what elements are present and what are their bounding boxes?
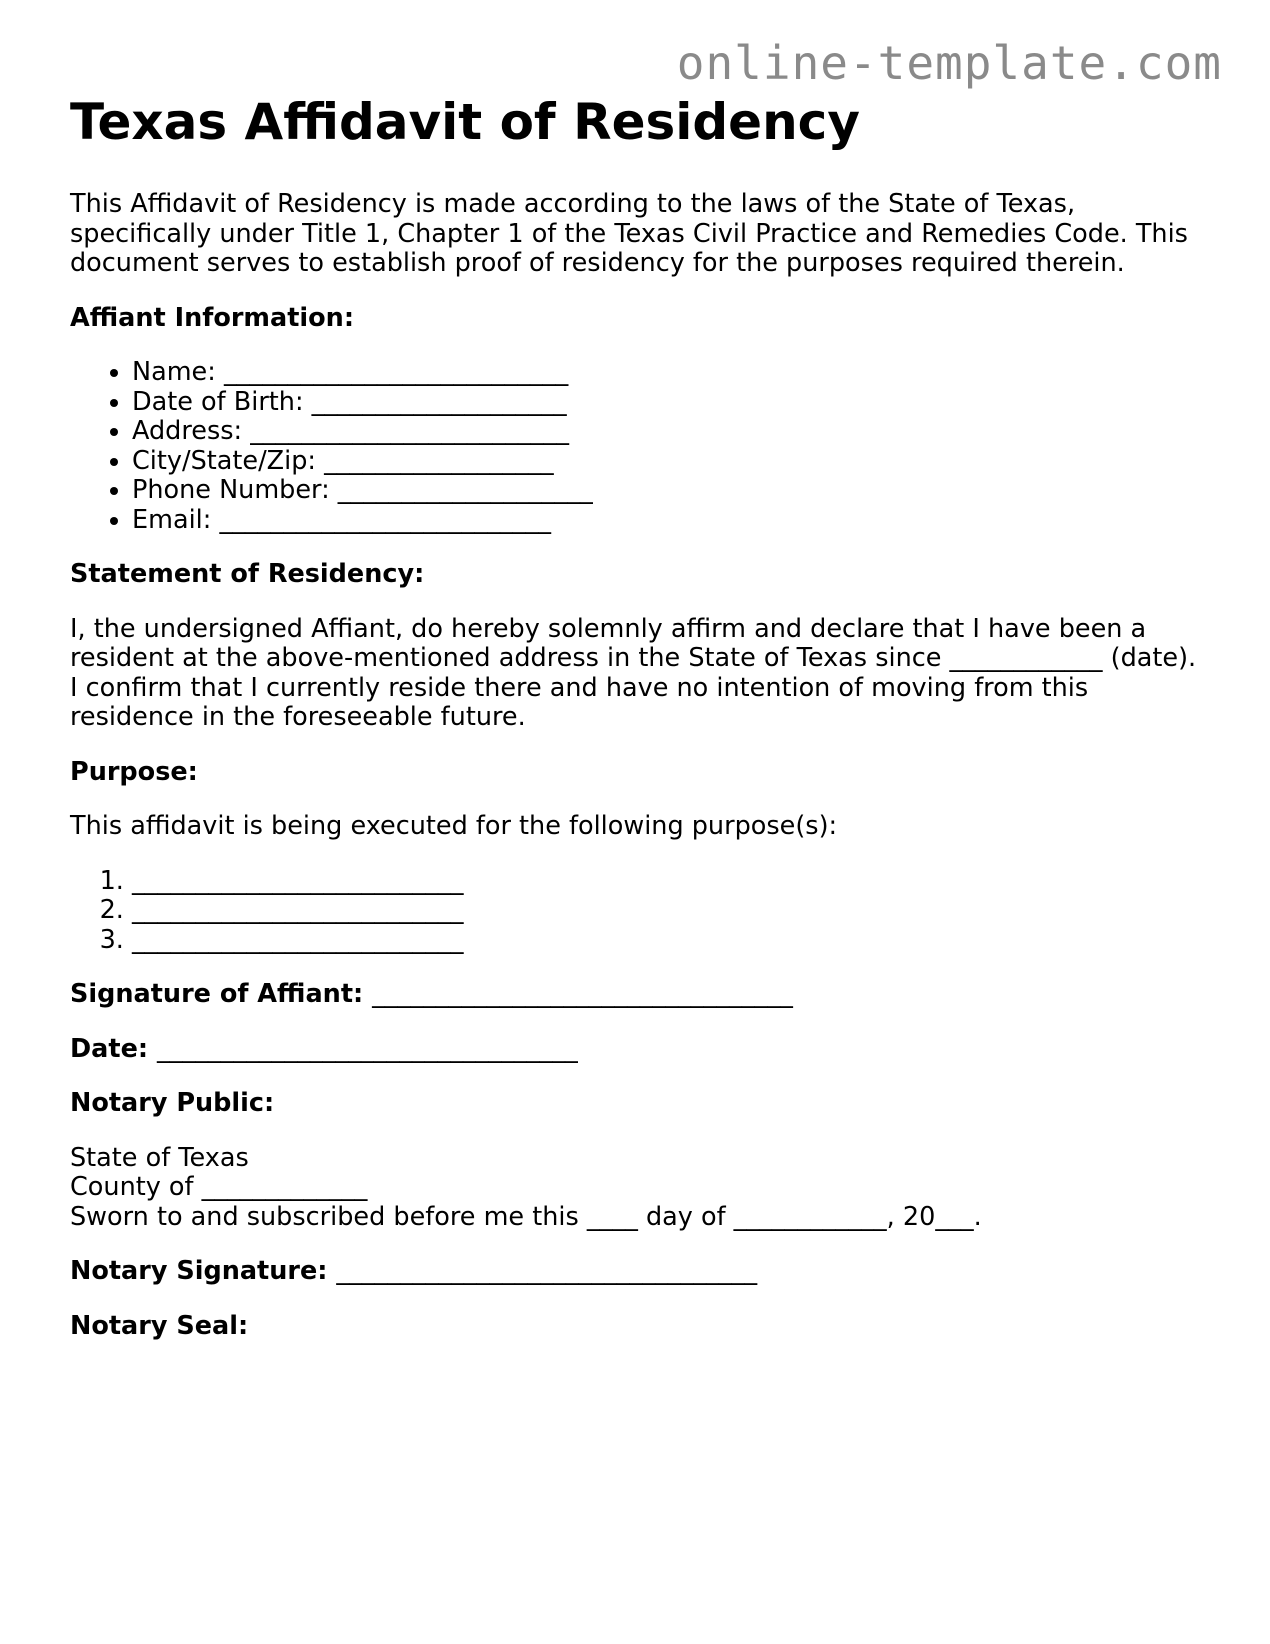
affiant-signature-line	[70, 980, 1210, 1010]
date-blank[interactable]: _________________________________	[156, 1033, 578, 1064]
email-blank[interactable]: __________________________	[219, 504, 551, 535]
city-state-zip-blank[interactable]: __________________	[324, 445, 554, 476]
date-label: Date:	[70, 1033, 149, 1064]
notary-signature-line	[70, 1257, 1210, 1287]
affiant-heading: Affiant Information:	[70, 302, 355, 333]
field-name	[132, 358, 1210, 388]
affiant-field-list	[70, 358, 1210, 535]
field-city-state-zip	[132, 447, 1210, 477]
watermark: online-template.com	[676, 36, 1222, 90]
field-label: Address:	[132, 416, 243, 446]
county-blank[interactable]: _____________	[201, 1172, 368, 1202]
field-date-of-birth	[132, 388, 1210, 418]
field-label: Date of Birth:	[132, 386, 304, 417]
address-blank[interactable]: _________________________	[250, 416, 570, 446]
field-phone-number	[132, 476, 1210, 506]
purpose-list	[70, 867, 1210, 956]
intro-paragraph: This Affidavit of Residency is made according to the laws of the State of Texas, specifically under Title 1, Chapter 1 of the Texas Civil Practice and Remedies Code. This document serves to establish proof of residency for the purposes required therein.	[70, 189, 1188, 278]
name-blank[interactable]: ___________________________	[223, 357, 569, 387]
purpose-item	[132, 896, 1210, 926]
field-email	[132, 506, 1210, 536]
field-address	[132, 417, 1210, 447]
notary-signature-blank[interactable]: _________________________________	[336, 1256, 758, 1286]
phone-number-blank[interactable]: ____________________	[337, 475, 593, 505]
notary-seal-label: Notary Seal:	[70, 1310, 249, 1341]
purpose-item	[132, 867, 1210, 897]
sworn-prefix: Sworn to and subscribed before me this	[70, 1201, 579, 1232]
field-label: Phone Number:	[132, 475, 330, 505]
county-label: County of	[70, 1172, 194, 1202]
field-label: Email:	[132, 504, 212, 535]
statement-text-after: (date). I confirm that I currently reside there and have no intention of moving from this residence in the foreseeable future.	[70, 643, 1197, 732]
date-of-birth-blank[interactable]: ____________________	[311, 386, 567, 417]
notary-sworn-line	[70, 1203, 1210, 1233]
document-page	[70, 0, 1210, 1341]
document-title: Texas Affidavit of Residency	[70, 93, 860, 151]
field-label: Name:	[132, 357, 216, 387]
statement-text-before: I, the undersigned Affiant, do hereby solemnly affirm and declare that I have been a resident at the above-mentioned address in the State of Texas since	[70, 613, 1147, 673]
notary-signature-label: Notary Signature:	[70, 1256, 328, 1286]
purpose-blank-3[interactable]: __________________________	[132, 924, 464, 955]
statement-heading: Statement of Residency:	[70, 559, 425, 589]
year-blank[interactable]: ___	[935, 1201, 974, 1232]
sworn-period: .	[973, 1201, 982, 1232]
month-blank[interactable]: ____________	[733, 1201, 887, 1232]
notary-block	[70, 1144, 1210, 1233]
field-label: City/State/Zip:	[132, 445, 316, 476]
notary-heading: Notary Public:	[70, 1088, 275, 1118]
day-of-label: day of	[645, 1201, 726, 1232]
notary-state: State of Texas	[70, 1142, 249, 1173]
statement-paragraph	[70, 615, 1210, 733]
affiant-signature-label: Signature of Affiant:	[70, 979, 364, 1009]
purpose-blank-2[interactable]: __________________________	[132, 895, 464, 925]
purpose-text: This affidavit is being executed for the following purpose(s):	[70, 811, 838, 841]
affiant-signature-blank[interactable]: _________________________________	[372, 979, 793, 1009]
day-blank[interactable]: ____	[586, 1201, 638, 1232]
purpose-heading: Purpose:	[70, 756, 198, 787]
residency-since-blank[interactable]: ____________	[949, 643, 1103, 673]
purpose-item	[132, 926, 1210, 956]
notary-county-line	[70, 1173, 1210, 1203]
purpose-blank-1[interactable]: __________________________	[132, 865, 464, 896]
date-line	[70, 1035, 1210, 1065]
year-prefix: , 20	[886, 1201, 936, 1232]
